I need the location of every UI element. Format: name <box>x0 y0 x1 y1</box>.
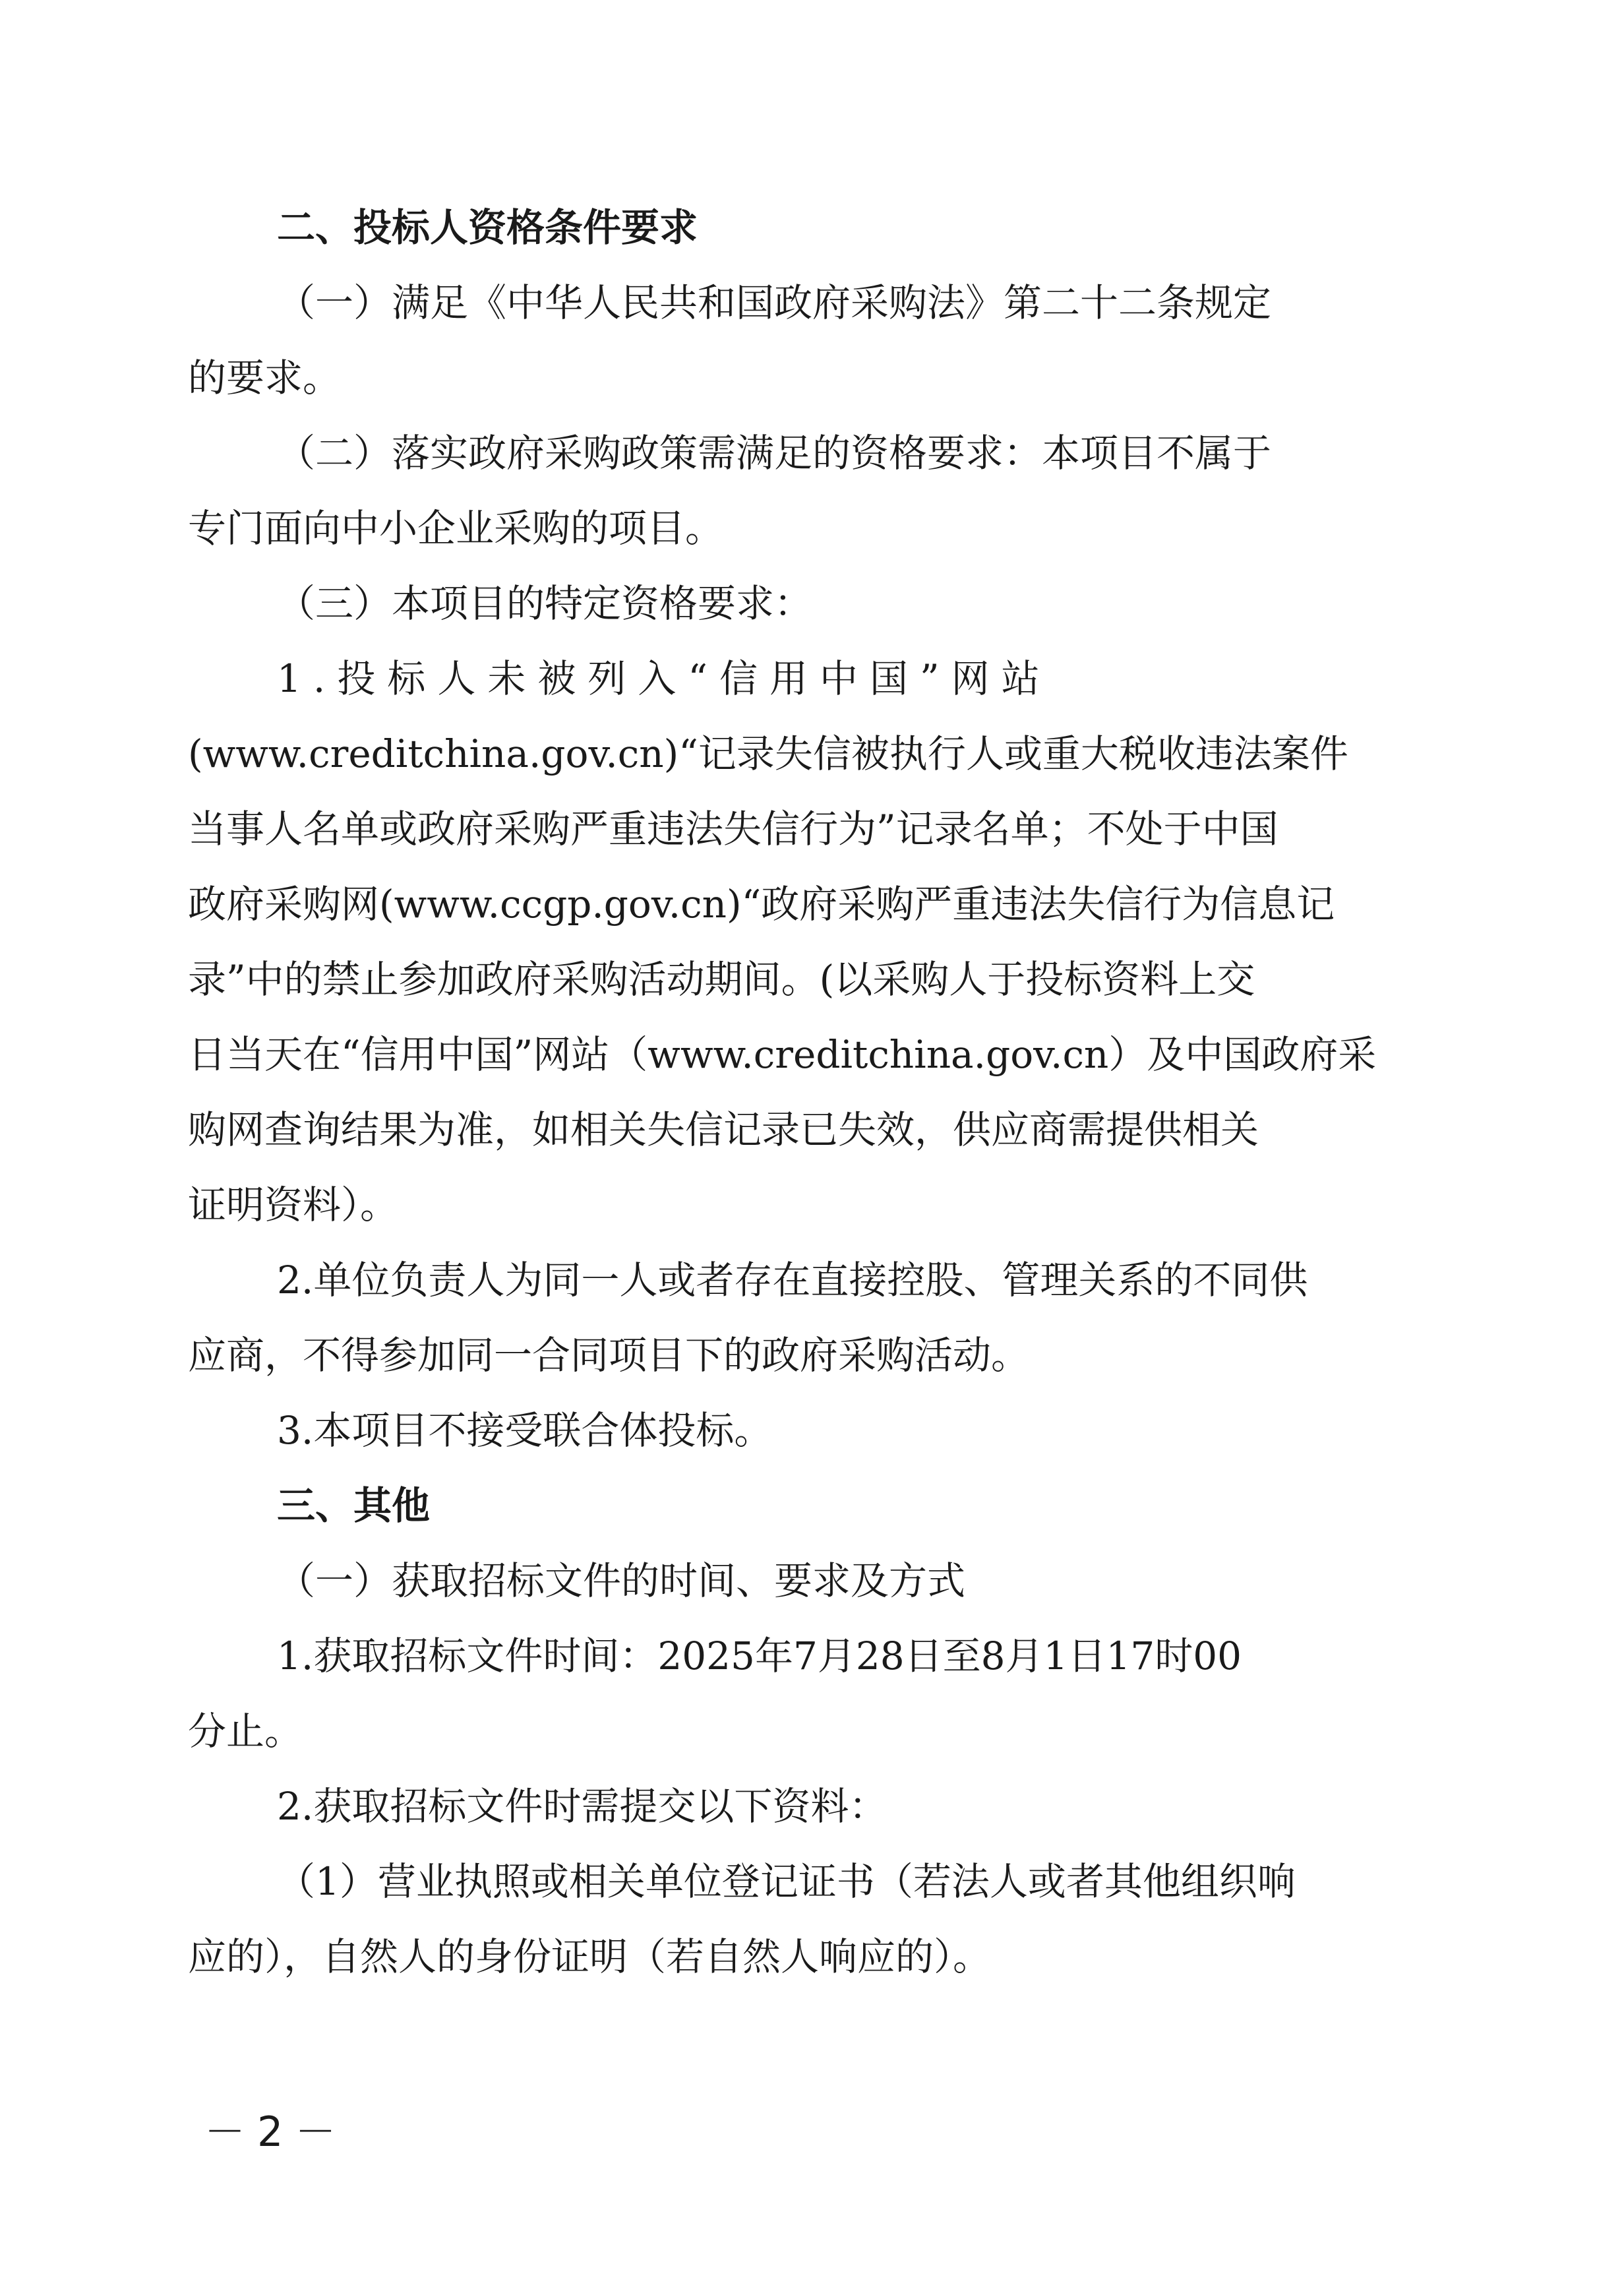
paragraph-line: 购网查询结果为准，如相关失信记录已失效，供应商需提供相关 <box>188 1107 1259 1152</box>
paragraph-line: 录”中的禁止参加政府采购活动期间。(以采购人于投标资料上交 <box>188 957 1255 1002</box>
paragraph-line: （三）本项目的特定资格要求： <box>277 581 813 626</box>
paragraph-line: 日当天在“信用中国”网站（www.creditchina.gov.cn）及中国政府采 <box>188 1032 1377 1077</box>
paragraph-line: （1）营业执照或相关单位登记证书（若法人或者其他组织响 <box>277 1859 1296 1904</box>
paragraph-line: 1.获取招标文件时间：2025年7月28日至8月1日17时00 <box>277 1634 1242 1678</box>
paragraph-line: 政府采购网(www.ccgp.gov.cn)“政府采购严重违法失信行为信息记 <box>188 882 1335 927</box>
paragraph-line: 2.单位负责人为同一人或者存在直接控股、管理关系的不同供 <box>277 1258 1308 1302</box>
paragraph-line: 分止。 <box>188 1709 303 1754</box>
paragraph-line: 应的），自然人的身份证明（若自然人响应的）。 <box>188 1934 992 1979</box>
paragraph-line: 1.投标人未被列入“信用中国”网站 <box>277 656 1052 701</box>
section-heading-other: 三、其他 <box>277 1483 431 1528</box>
page-number: －2－ <box>204 2108 348 2156</box>
paragraph-line: 3.本项目不接受联合体投标。 <box>277 1408 773 1453</box>
paragraph-line: 的要求。 <box>188 355 342 400</box>
paragraph-line: 专门面向中小企业采购的项目。 <box>188 506 724 551</box>
paragraph-line: 当事人名单或政府采购严重违法失信行为”记录名单；不处于中国 <box>188 807 1278 851</box>
paragraph-line: （二）落实政府采购政策需满足的资格要求：本项目不属于 <box>277 431 1272 475</box>
section-heading-qualifications: 二、投标人资格条件要求 <box>277 205 698 250</box>
paragraph-line: 应商，不得参加同一合同项目下的政府采购活动。 <box>188 1333 1030 1378</box>
paragraph-line: 2.获取招标文件时需提交以下资料： <box>277 1784 887 1829</box>
paragraph-line: （一）满足《中华人民共和国政府采购法》第二十二条规定 <box>277 280 1272 325</box>
paragraph-line: （一）获取招标文件的时间、要求及方式 <box>277 1558 966 1603</box>
paragraph-line: 证明资料）。 <box>188 1182 399 1227</box>
paragraph-line: (www.creditchina.gov.cn)“记录失信被执行人或重大税收违法案件 <box>188 731 1348 776</box>
